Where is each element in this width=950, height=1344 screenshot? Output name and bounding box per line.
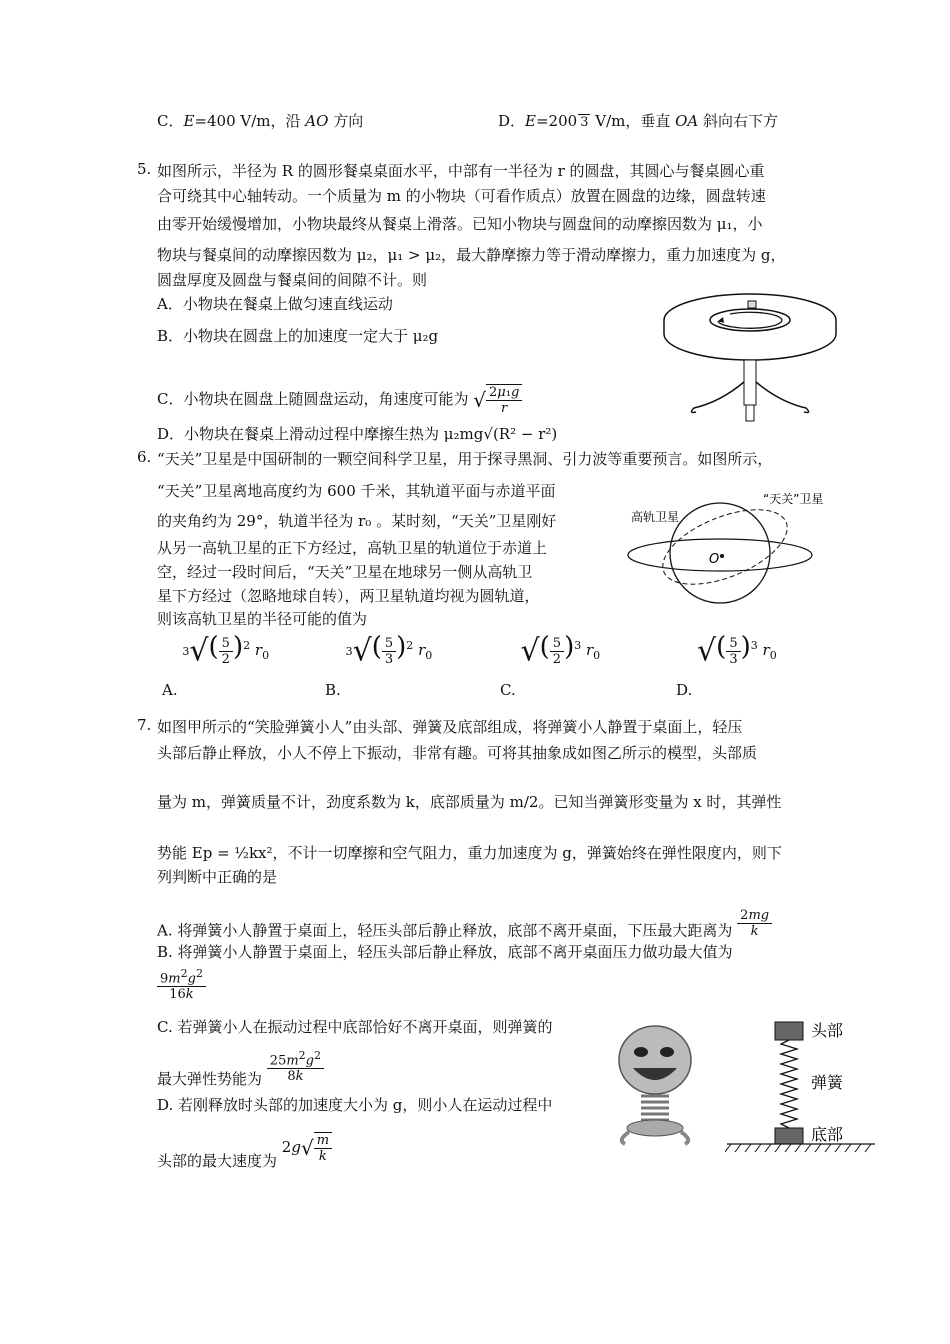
q7-option-d-line2: 头部的最大速度为 2g√ $\frac{m}{k}$ <box>157 1146 332 1178</box>
label-base: 底部 <box>811 1125 844 1144</box>
q5-line3: 由零开始缓慢增加，小物块最终从餐桌上滑落。已知小物块与圆盘间的动摩擦因数为 μ₁，小 <box>157 215 763 233</box>
label-tianguan: “天关”卫星 <box>763 492 824 506</box>
q7-option-d-line1: D. 若刚释放时头部的加速度大小为 g，则小人在运动过程中 <box>157 1096 553 1114</box>
q7-line5: 列判断中正确的是 <box>157 868 278 886</box>
q5-option-b: B．小物块在圆盘上的加速度一定大于 μ₂g <box>157 327 439 345</box>
q6-number: 6. <box>137 448 152 466</box>
q6-option-c: C. √( $\frac{5}{2}$ )$^3$ $r_0$ <box>500 632 601 699</box>
q6-option-b: B. 3√( $\frac{5}{3}$ )$^2$ $r_0$ <box>325 632 433 699</box>
q5-option-d: D．小物块在餐桌上滑动过程中摩擦生热为 μ₂mg√(R² − r²) <box>157 425 558 443</box>
orbit-figure <box>625 485 825 610</box>
q6-line6: 星下方经过（忽略地球自转），两卫星轨道均视为圆轨道， <box>157 587 540 605</box>
q7-line4: 势能 Ep = ½kx²，不计一切摩擦和空气阻力，重力加速度为 g，弹簧始终在弹性限度内，则下 <box>157 844 782 862</box>
smiley-toy-figure <box>605 1016 715 1156</box>
q6-line2: “天关”卫星离地高度约为 600 千米，其轨道平面与赤道平面 <box>157 482 556 500</box>
table-figure <box>660 290 840 430</box>
label-head: 头部 <box>811 1021 844 1040</box>
q7-option-b-value: $\frac{9m^2g^2}{16k}$ <box>157 966 206 1002</box>
prev-option-d: D．E=200 3 V/m，垂直 OA 斜向右下方 <box>498 112 779 130</box>
q6-line7: 则该高轨卫星的半径可能的值为 <box>157 610 368 628</box>
q5-number: 5. <box>137 160 152 178</box>
q6-line3: 的夹角约为 29°，轨道半径为 r₀ 。某时刻，“天关”卫星刚好 <box>157 512 557 530</box>
q7-number: 7. <box>137 716 152 734</box>
q7-option-c-line1: C. 若弹簧小人在振动过程中底部恰好不离开桌面，则弹簧的 <box>157 1018 553 1036</box>
q5-option-c: C．小物块在圆盘上随圆盘运动，角速度可能为 √ $\frac{\text{2μ₁g}}{r}$ <box>157 384 522 416</box>
q6-option-d: D. √( $\frac{5}{3}$ )$^3$ $r_0$ <box>676 632 777 699</box>
q6-line5: 空，经过一段时间后，“天关”卫星在地球另一侧从高轨卫 <box>157 563 533 581</box>
q7-option-a: A. 将弹簧小人静置于桌面上，轻压头部后静止释放，底部不离开桌面，下压最大距离为 $\frac{2mg}{k}$ <box>157 916 772 947</box>
q6-line4: 从另一高轨卫星的正下方经过，高轨卫星的轨道位于赤道上 <box>157 539 548 557</box>
q5-line2: 合可绕其中心轴转动。一个质量为 m 的小物块（可看作质点）放置在圆盘的边缘，圆盘转速 <box>157 187 766 205</box>
q7-line3: 量为 m，弹簧质量不计，劲度系数为 k，底部质量为 m/2。已知当弹簧形变量为 x 时，其弹性 <box>157 793 782 811</box>
q5-line4: 物块与餐桌间的动摩擦因数为 μ₂，μ₁ > μ₂，最大静摩擦力等于滑动摩擦力，重力加速度为 g， <box>157 246 786 264</box>
q5-line5: 圆盘厚度及圆盘与餐桌间的间隙不计。则 <box>157 271 428 289</box>
label-high-orbit: 高轨卫星 <box>631 510 680 524</box>
q7-option-c-line2: 最大弹性势能为 $\frac{25m^2g^2}{8k}$ <box>157 1062 324 1098</box>
q6-line1: “天关”卫星是中国研制的一颗空间科学卫星，用于探寻黑洞、引力波等重要预言。如图所示， <box>157 450 773 468</box>
label-center-o: O <box>709 552 720 567</box>
q6-option-a: A. 3√( $\frac{5}{2}$ )$^2$ $r_0$ <box>162 632 270 699</box>
q7-option-b: B. 将弹簧小人静置于桌面上，轻压头部后静止释放，底部不离开桌面压力做功最大值为 <box>157 943 733 961</box>
q5-option-a: A．小物块在餐桌上做匀速直线运动 <box>157 295 393 313</box>
spring-model-figure <box>725 1016 880 1161</box>
q7-line1: 如图甲所示的“笑脸弹簧小人”由头部、弹簧及底部组成，将弹簧小人静置于桌面上，轻压 <box>157 718 743 736</box>
q5-line1: 如图所示，半径为 R 的圆形餐桌桌面水平，中部有一半径为 r 的圆盘，其圆心与餐桌圆心重 <box>157 162 765 180</box>
q7-line2: 头部后静止释放，小人不停上下振动，非常有趣。可将其抽象成如图乙所示的模型，头部质 <box>157 744 758 762</box>
prev-option-c: C．E=400 V/m，沿 AO 方向 <box>157 112 364 130</box>
label-spring: 弹簧 <box>811 1073 844 1092</box>
